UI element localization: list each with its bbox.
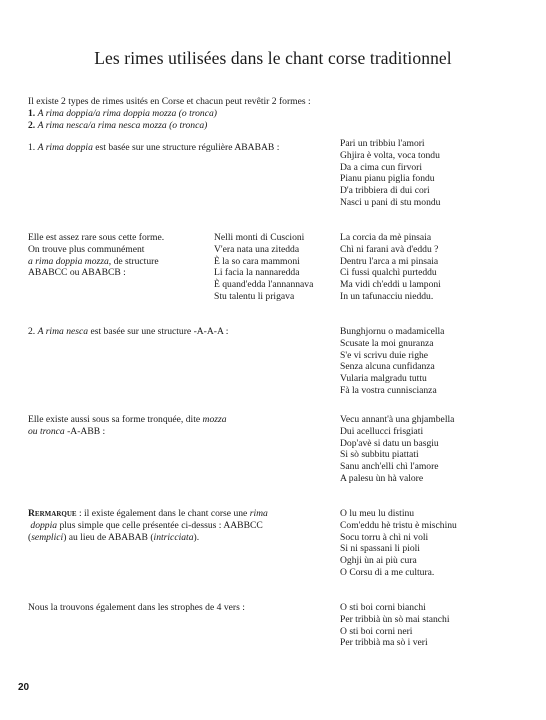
verse-line: Si ni spassani li pioli xyxy=(340,543,420,555)
verse-line: A palesu ùn hà valore xyxy=(340,472,424,484)
verse-line: O Corsu di a me cultura. xyxy=(340,566,435,578)
verse-line: Ci fussi qualchì purteddu xyxy=(340,267,437,279)
section2b-verse xyxy=(340,414,454,485)
verse-line: S'e vi scrivu duie righe xyxy=(340,349,429,361)
verse-line: Vecu annant'à una ghjambella xyxy=(340,414,455,425)
verse-line: Dop'avè si datu un basgiu xyxy=(340,437,439,449)
section1b-verse-right xyxy=(340,232,441,303)
intro-line: Il existe 2 types de rimes usités en Corse et chacun peut revêtir 2 formes : xyxy=(28,96,311,107)
verse-line: È quand'edda l'annannava xyxy=(214,279,314,291)
verse-line: Li facia la nannaredda xyxy=(214,267,300,279)
verse-line: È la so cara mammoni xyxy=(214,255,300,267)
remark-verse xyxy=(340,508,457,579)
verse-line: O sti boi corni bianchi xyxy=(340,602,426,613)
verse-line: Stu talentu li prigava xyxy=(214,290,295,302)
verse-line: Vularia malgradu tuttu xyxy=(340,373,427,385)
verse-line: Per tribbià ma sò i veri xyxy=(340,637,428,649)
verse-line: Nasci u pani di stu mondu xyxy=(340,196,441,208)
intro-item-1: 1. A rima doppia/a rima doppia mozza (o tronca) xyxy=(28,107,217,119)
verse-line: Si sò subbitu piattati xyxy=(340,449,419,461)
verse-line: Ma vidi ch'eddi u lamponi xyxy=(340,279,441,291)
verse-line: D'a tribbiera di dui cori xyxy=(340,185,430,197)
section1b-text: Elle est assez rare sous cette forme. On trouve plus communément a rima doppia mozza, de structure ABABCC ou ABABCB : xyxy=(28,232,165,279)
verse-line: O sti boi corni neri xyxy=(340,625,413,637)
verse-line: Chì ni farani avà d'eddu ? xyxy=(340,243,439,255)
page-number: 20 xyxy=(18,682,30,693)
verse-line: Nelli monti di Cuscioni xyxy=(214,232,305,243)
verse-line: O lu meu lu distinu xyxy=(340,508,415,519)
verse-line: Scusate la moi gnuranza xyxy=(340,337,434,349)
verse-line: Socu torru à chì ni voli xyxy=(340,531,429,543)
intro-item-2: 2. A rima nesca/a rima nesca mozza (o tronca) xyxy=(28,119,208,131)
verse-line: Pianu pianu piglia fondu xyxy=(340,173,435,185)
verse-line: Fà la vostra cunniscianza xyxy=(340,384,437,396)
verse-line: Ghjira è volta, voca tondu xyxy=(340,149,440,161)
section1b-verse-mid xyxy=(214,232,313,303)
intro xyxy=(28,96,311,131)
last-verse xyxy=(340,602,450,649)
verse-line: Pari un tribbiu l'amori xyxy=(340,138,425,149)
verse-line: Sanu anch'elli chì l'amore xyxy=(340,461,439,473)
verse-line: Dentru l'arca a mi pinsaia xyxy=(340,255,439,267)
verse-line: La corcia da mè pinsaia xyxy=(340,232,432,243)
section2-text: 2. A rima nesca est basée sur une structure -A-A-A : xyxy=(28,326,229,337)
remark-text: Rermarque : il existe également dans le chant corse une rima doppia plus simple que celle présentée ci-dessus : AABBCC (semplici) au lieu de ABABAB (intricciata). xyxy=(28,508,268,543)
verse-line: In un tafunacciu nieddu. xyxy=(340,290,434,302)
verse-line: Da a cima cun firvori xyxy=(340,161,423,173)
section2-verse xyxy=(340,326,444,397)
verse-line: Dui acellucci frisgiati xyxy=(340,425,424,437)
remark-label: Rermarque xyxy=(28,508,77,519)
verse-line: Per tribbià ùn sò mai stanchi xyxy=(340,613,450,625)
section1-verse xyxy=(340,138,440,209)
page-title: Les rimes utilisées dans le chant corse traditionnel xyxy=(94,48,452,68)
section2b-text: Elle existe aussi sous sa forme tronquée, dite mozza ou tronca -A-ABB : xyxy=(28,414,227,437)
section1-text: 1. A rima doppia est basée sur une structure régulière ABABAB : xyxy=(28,142,280,153)
verse-line: Com'eddu hè tristu è mischinu xyxy=(340,519,457,531)
verse-line: V'era nata una zitedda xyxy=(214,243,300,255)
verse-line: Oghji ùn ai più cura xyxy=(340,555,417,567)
last-text: Nous la trouvons également dans les strophes de 4 vers : xyxy=(28,602,245,613)
verse-line: Senza alcuna cunfidanza xyxy=(340,361,435,373)
verse-line: Bunghjornu o madamicella xyxy=(340,326,445,337)
